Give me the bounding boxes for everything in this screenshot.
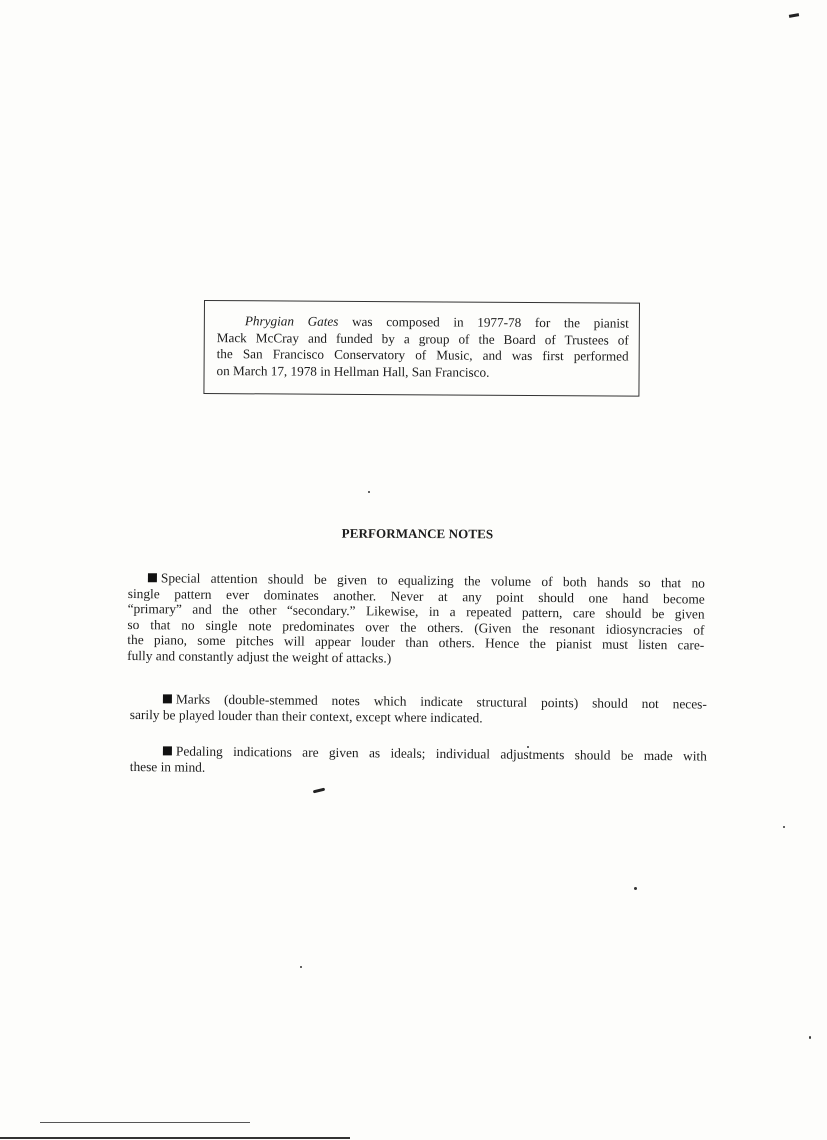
info-line: the San Francisco Conservatory of Music, and was first performed — [216, 346, 629, 364]
performance-note-3 — [130, 743, 707, 780]
note-text: Pedaling indications are given as ideals; individual adjustments should be made with — [175, 743, 707, 764]
scan-speck — [300, 966, 302, 968]
note-text: Special attention should be given to equalizing the volume of both hands so that no — [160, 570, 705, 591]
scan-speck — [783, 826, 785, 828]
black-square-bullet-icon — [163, 694, 172, 703]
stray-mark — [313, 788, 325, 794]
scan-speck — [809, 1036, 811, 1039]
info-line: Mack McCray and funded by a group of the Board of Trustees of — [216, 329, 629, 348]
note-line: “primary” and the other “secondary.” Likewise, in a repeated pattern, care should be given — [127, 601, 705, 622]
info-line — [217, 313, 629, 332]
page-title: PERFORMANCE NOTES — [341, 525, 494, 542]
black-square-bullet-icon — [163, 746, 172, 755]
performance-note-1 — [127, 570, 705, 669]
scan-speck — [368, 491, 370, 493]
note-line: fully and constantly adjust the weight of attacks.) — [127, 647, 392, 666]
note-text: Marks (double-stemmed notes which indicate structural points) should not neces- — [175, 691, 707, 712]
note-line: these in mind. — [129, 758, 206, 775]
premiere-info-box — [203, 300, 640, 397]
info-line-text: was composed in 1977-78 for the pianist — [338, 313, 629, 331]
scan-speck — [634, 887, 637, 890]
scan-edge-line — [40, 1122, 250, 1123]
note-line: so that no single note predominates over the others. (Given the resonant idiosyncracies of — [127, 616, 705, 638]
info-line: on March 17, 1978 in Hellman Hall, San Francisco. — [216, 362, 490, 380]
work-title: Phrygian Gates — [244, 313, 339, 329]
stray-mark — [789, 13, 799, 18]
note-line: single pattern ever dominates another. Never at any point should one hand become — [127, 585, 705, 607]
note-line: sarily be played louder than their context, except where indicated. — [129, 706, 483, 725]
black-square-bullet-icon — [148, 573, 157, 582]
performance-note-2 — [130, 691, 707, 728]
scan-edge-line — [0, 1137, 350, 1139]
note-line: the piano, some pitches will appear louder than others. Hence the pianist must listen care- — [127, 632, 705, 653]
